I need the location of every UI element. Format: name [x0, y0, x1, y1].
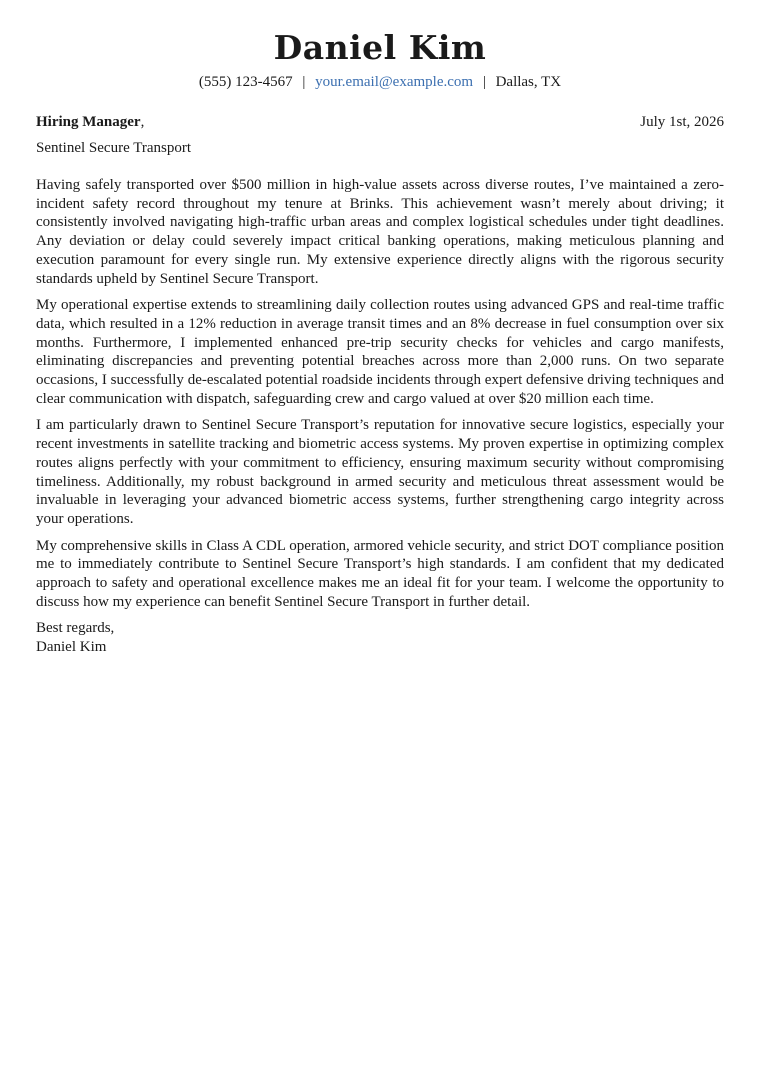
letter-date: July 1st, 2026 — [640, 114, 724, 130]
signature-name: Daniel Kim — [36, 639, 107, 656]
recipient-company: Sentinel Secure Transport — [36, 140, 191, 156]
recipient-title — [36, 112, 144, 132]
letter-body — [36, 176, 724, 611]
separator: | — [482, 74, 486, 90]
body-paragraph: My operational expertise extends to streamlining daily collection routes using advanced GPS and real-time traffic data, which resulted in a 12% reduction in average transit times and an 8% decrease in fuel consumption over six months. Furthermore, I implemented enhanced pre-trip security checks for vehicles and cargo manifests, eliminating discrepancies and preventing potential breaches across more than 2,000 runs. On two separate occasions, I successfully de-escalated potential roadside incidents through expert defensive driving techniques and clear communication with dispatch, safeguarding crew and cargo valued at over $20 million each time. — [36, 297, 724, 407]
email-link[interactable]: your.email@example.com — [315, 74, 474, 90]
recipient-comma: , — [140, 114, 145, 130]
contact-line — [36, 72, 724, 92]
location: Dallas, TX — [495, 74, 562, 90]
applicant-name: Daniel Kim — [273, 28, 487, 67]
closing-salutation: Best regards, — [36, 620, 115, 637]
recipient-name: Hiring Manager — [36, 114, 141, 130]
separator: | — [302, 74, 306, 90]
recipient-date-row — [36, 112, 724, 132]
phone-number: (555) 123-4567 — [198, 74, 293, 90]
closing-block — [36, 619, 724, 657]
body-paragraph: My comprehensive skills in Class A CDL operation, armored vehicle security, and strict DOT compliance position me to immediately contribute to Sentinel Secure Transport’s high standards. I am confident that my dedicated approach to safety and operational excellence makes me an ideal fit for your team. I welcome the opportunity to discuss how my experience can benefit Sentinel Secure Transport in further detail. — [36, 537, 724, 610]
body-paragraph: Having safely transported over $500 million in high-value assets across diverse routes, I’ve maintained a zero-incident safety record throughout my tenure at Brinks. This achievement wasn’t merely about driving; it consistently involved navigating high-traffic urban areas and complex logistical schedules under tight deadlines. Any deviation or delay could severely impact critical banking operations, making meticulous planning and execution paramount for every single run. My extensive experience directly aligns with the rigorous security standards upheld by Sentinel Secure Transport. — [36, 177, 724, 287]
body-paragraph: I am particularly drawn to Sentinel Secure Transport’s reputation for innovative secure logistics, especially your recent investments in satellite tracking and biometric access systems. My proven expertise in optimizing complex routes aligns perfectly with your commitment to efficiency, ensuring maximum security without compromising timeliness. Additionally, my robust background in armed security and meticulous threat assessment would be invaluable in leveraging your advanced biometric access systems, further strengthening cargo integrity across your operations. — [36, 417, 724, 527]
